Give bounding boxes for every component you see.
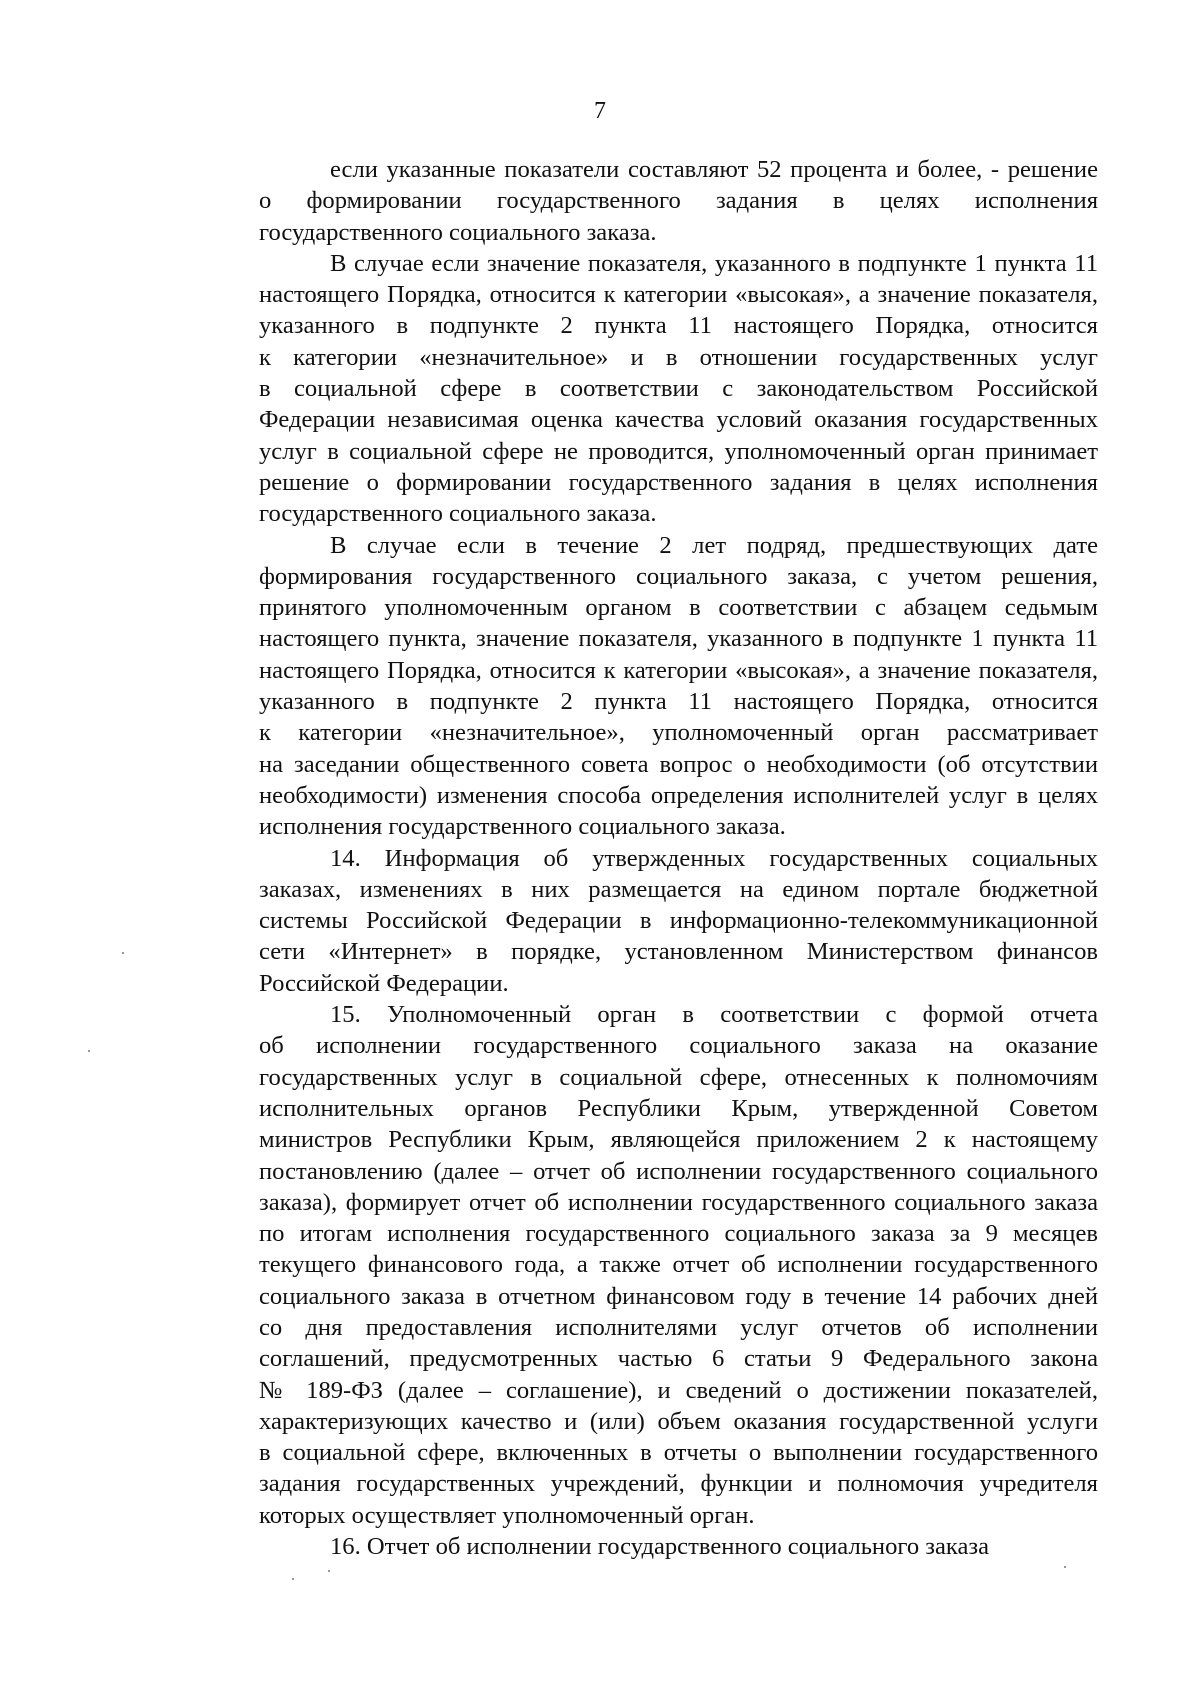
- text-line: задания государственных учреждений, функции и полномочия учредителя: [259, 1470, 1098, 1498]
- text-line: системы Российской Федерации в информационно-телекоммуникационной: [259, 907, 1098, 935]
- text-line: соглашений, предусмотренных частью 6 статьи 9 Федерального закона: [259, 1345, 1098, 1373]
- text-line: 14. Информация об утвержденных государственных социальных: [330, 844, 1098, 872]
- text-line: на заседании общественного совета вопрос о необходимости (об отсутствии: [259, 750, 1098, 778]
- text-line: настоящего пункта, значение показателя, указанного в подпункте 1 пункта 11: [259, 625, 1098, 653]
- text-line: исполнительных органов Республики Крым, утвержденной Советом: [259, 1094, 1098, 1122]
- page-number: 7: [594, 98, 606, 124]
- text-line: В случае если в течение 2 лет подряд, предшествующих дате: [330, 531, 1098, 559]
- paragraph-p5: [188, 999, 1098, 1531]
- text-line: формирования государственного социального заказа, с учетом решения,: [259, 562, 1098, 590]
- text-line: услуг в социальной сфере не проводится, уполномоченный орган принимает: [259, 437, 1098, 465]
- text-line: в социальной сфере, включенных в отчеты о выполнении государственного: [259, 1439, 1098, 1467]
- text-line: государственного социального заказа.: [259, 218, 657, 246]
- text-line: настоящего Порядка, относится к категории «высокая», а значение показателя,: [259, 281, 1098, 309]
- text-line: к категории «незначительное» и в отношении государственных услуг: [259, 343, 1098, 371]
- text-line: текущего финансового года, а также отчет об исполнении государственного: [259, 1251, 1098, 1279]
- scan-speck: [292, 1578, 294, 1580]
- text-line: государственного социального заказа.: [259, 500, 657, 528]
- paragraph-p6: [188, 1531, 1098, 1562]
- scan-speck: [88, 1050, 90, 1052]
- text-line: указанного в подпункте 2 пункта 11 настоящего Порядка, относится: [259, 688, 1098, 716]
- text-line: заказах, изменениях в них размещается на едином портале бюджетной: [259, 875, 1098, 903]
- document-body: [188, 154, 1098, 1562]
- text-line: к категории «незначительное», уполномоченный орган рассматривает: [259, 719, 1098, 747]
- text-line: 16. Отчет об исполнении государственного социального заказа: [330, 1533, 990, 1561]
- text-line: принятого уполномоченным органом в соответствии с абзацем седьмым: [259, 594, 1098, 622]
- text-line: Федерации независимая оценка качества условий оказания государственных: [259, 406, 1098, 434]
- text-line: которых осуществляет уполномоченный орган.: [259, 1501, 755, 1529]
- text-line: В случае если значение показателя, указанного в подпункте 1 пункта 11: [330, 249, 1098, 277]
- text-line: решение о формировании государственного задания в целях исполнения: [259, 468, 1098, 496]
- text-line: со дня предоставления исполнителями услуг отчетов об исполнении: [259, 1313, 1098, 1341]
- paragraph-p3: [188, 530, 1098, 843]
- scan-speck: [328, 1570, 330, 1572]
- paragraph-p4: [188, 843, 1098, 999]
- paragraph-p1: [188, 154, 1098, 248]
- text-line: об исполнении государственного социального заказа на оказание: [259, 1032, 1098, 1060]
- text-line: о формировании государственного задания в целях исполнения: [259, 187, 1098, 215]
- text-line: если указанные показатели составляют 52 процента и более, - решение: [330, 156, 1098, 183]
- text-line: 15. Уполномоченный орган в соответствии с формой отчета: [330, 1001, 1098, 1029]
- text-line: характеризующих качество и (или) объем оказания государственной услуги: [259, 1407, 1098, 1435]
- text-line: государственных услуг в социальной сфере, отнесенных к полномочиям: [259, 1063, 1098, 1091]
- text-line: указанного в подпункте 2 пункта 11 настоящего Порядка, относится: [259, 312, 1098, 340]
- text-line: по итогам исполнения государственного социального заказа за 9 месяцев: [259, 1220, 1098, 1248]
- text-line: социального заказа в отчетном финансовом году в течение 14 рабочих дней: [259, 1282, 1098, 1310]
- text-line: необходимости) изменения способа определения исполнителей услуг в целях: [259, 781, 1098, 809]
- text-line: исполнения государственного социального заказа.: [259, 813, 786, 841]
- text-line: Российской Федерации.: [259, 969, 509, 997]
- text-line: сети «Интернет» в порядке, установленном Министерством финансов: [259, 938, 1098, 966]
- text-line: № 189-ФЗ (далее – соглашение), и сведений о достижении показателей,: [259, 1376, 1098, 1404]
- text-line: заказа), формирует отчет об исполнении государственного социального заказа: [259, 1188, 1098, 1216]
- text-line: постановлению (далее – отчет об исполнении государственного социального: [259, 1157, 1098, 1185]
- paragraph-p2: [188, 248, 1098, 530]
- text-line: в социальной сфере в соответствии с законодательством Российской: [259, 375, 1098, 403]
- text-line: министров Республики Крым, являющейся приложением 2 к настоящему: [259, 1126, 1098, 1154]
- scan-speck: [1064, 1566, 1066, 1568]
- scan-speck: [122, 952, 124, 954]
- text-line: настоящего Порядка, относится к категории «высокая», а значение показателя,: [259, 656, 1098, 684]
